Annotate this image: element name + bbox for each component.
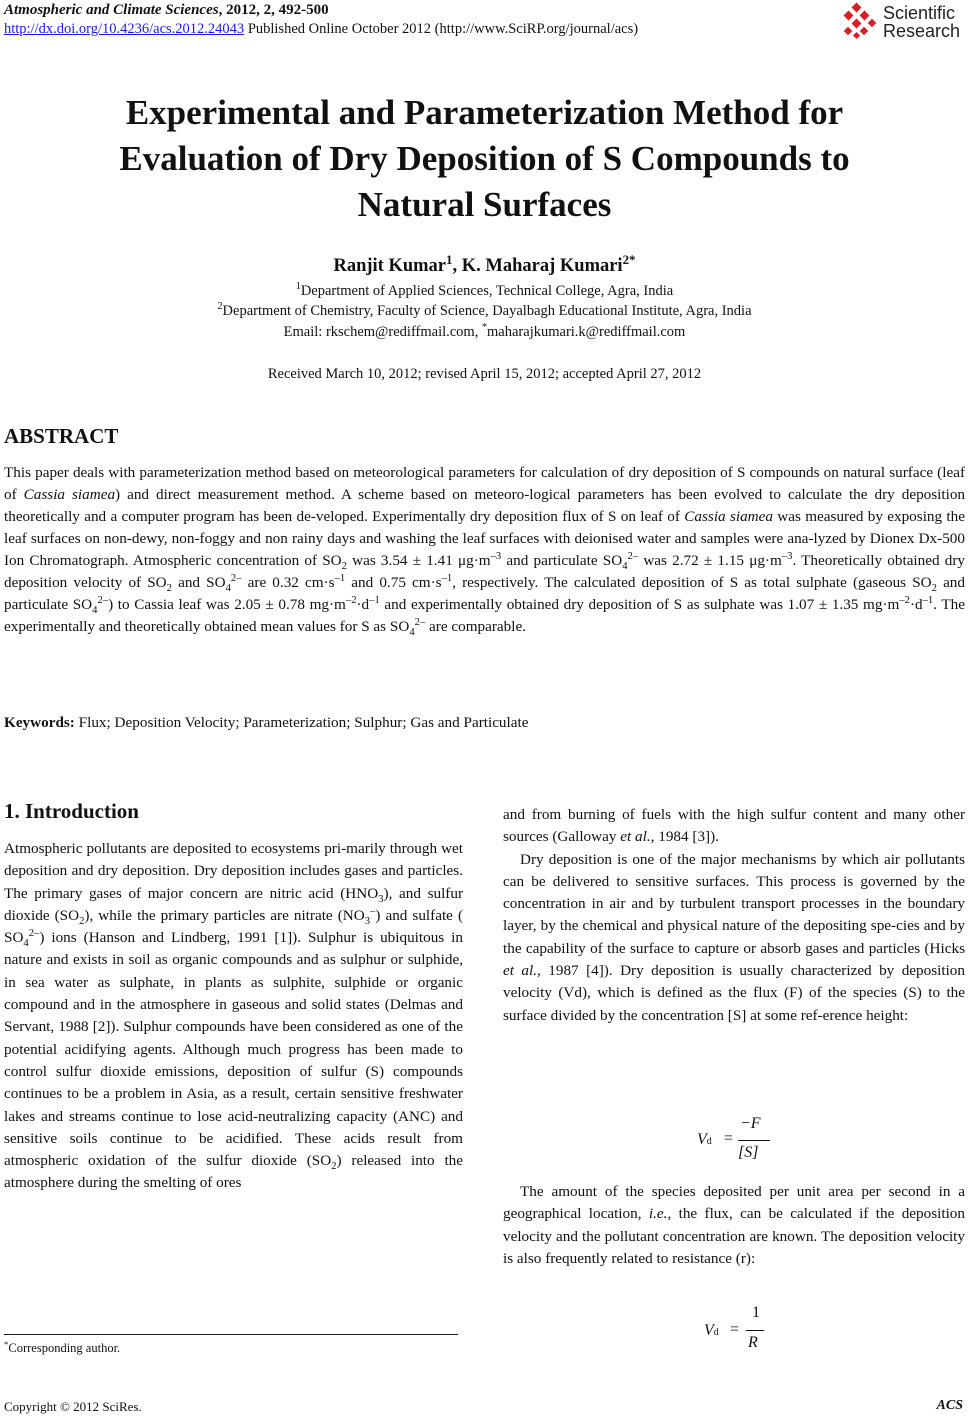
logo-text-line2: Research bbox=[883, 21, 961, 41]
affil-mark: 1 bbox=[295, 281, 301, 293]
logo-text-line1: Scientific bbox=[883, 3, 956, 23]
footnote-rule bbox=[4, 1334, 458, 1335]
author-list bbox=[0, 251, 969, 277]
sulfate-formula: $SO_4^{2-}$ bbox=[4, 928, 40, 950]
footnote: *Corresponding author. bbox=[4, 1338, 121, 1355]
publisher-logo[interactable] bbox=[841, 2, 965, 42]
eq-denominator: [S] bbox=[738, 1144, 759, 1161]
affil-text: Department of Chemistry, Faculty of Science, Dayalbagh Educational Institute, Agra, India bbox=[222, 303, 752, 319]
right-column bbox=[503, 804, 965, 1027]
email-text: Email: rkschem@rediffmail.com, bbox=[283, 324, 482, 340]
title-line-3: Natural Surfaces bbox=[357, 185, 612, 224]
sulfate-formula: $SO_4^{2-}$ bbox=[389, 616, 426, 639]
nitrate-formula: $NO_3^-$ bbox=[342, 905, 376, 927]
email-line bbox=[0, 324, 969, 341]
sulfate-formula: $SO_4^{2-}$ bbox=[206, 572, 242, 595]
affiliation-1 bbox=[0, 283, 969, 300]
journal-abbreviation: ACS bbox=[936, 1398, 963, 1413]
eq-numerator: 1 bbox=[752, 1304, 760, 1321]
keywords-line bbox=[4, 714, 528, 732]
intro-paragraph: The amount of the species deposited per unit area per second in a geographical location, i.e., the flux, can be calculated if the deposition velocity and the pollutant concentration are known. The deposition velocity is also frequently related to resistance (r): bbox=[503, 1183, 965, 1267]
received-dates: Received March 10, 2012; revised April 15, 2012; accepted April 27, 2012 bbox=[267, 366, 702, 382]
scientific-research-logo-icon bbox=[841, 2, 881, 42]
author-separator: , bbox=[452, 256, 462, 276]
eq-numerator: −F bbox=[740, 1115, 761, 1132]
species-name: Cassia siamea bbox=[23, 486, 116, 503]
paper-title bbox=[0, 90, 969, 228]
eq-denominator: R bbox=[748, 1334, 758, 1351]
corresponding-mark: * bbox=[481, 322, 488, 334]
intro-paragraph: Dry deposition is one of the major mechanisms by which air pollutants can be delivered to sensitive surfaces. This process is governed by the concentration in air and by turbulent transport processes in the boundary layer, by the chemical and physical nature of the depositing spe-cies and by the capability of the surface to capture or absorb gases and particles (Hicks et al., 1987 [4]). Dry deposition is usually characterized by deposition velocity (Vd), which is defined as the flux (F) of the species (S) to the surface divided by the concentration [S] at some ref-erence height: bbox=[503, 850, 965, 1024]
eq-equals: = bbox=[724, 1130, 734, 1147]
doi-link[interactable]: http://dx.doi.org/10.4236/acs.2012.24043 bbox=[4, 21, 245, 37]
eq-equals: = bbox=[730, 1321, 740, 1338]
fraction-bar bbox=[746, 1330, 764, 1331]
doi-line bbox=[4, 21, 638, 38]
published-note: Published Online October 2012 (http://www.SciRP.org/journal/acs) bbox=[244, 21, 639, 37]
sulfate-formula: $SO_4^{2-}$ bbox=[72, 594, 109, 617]
intro-paragraph: and from burning of fuels with the high sulfur content and many other sources (Galloway et al., 1984 [3]). bbox=[503, 806, 965, 846]
journal-name: Atmospheric and Climate Sciences bbox=[4, 2, 219, 18]
title-line-2: Evaluation of Dry Deposition of S Compounds to bbox=[119, 139, 850, 178]
keywords-label: Keywords: bbox=[4, 714, 75, 731]
left-column bbox=[4, 838, 463, 1195]
eq-lhs: Vd bbox=[697, 1131, 712, 1148]
email-text: maharajkumari.k@rediffmail.com bbox=[487, 324, 686, 340]
author-affil-mark: 2* bbox=[622, 251, 636, 267]
author-name: Ranjit Kumar bbox=[333, 256, 447, 276]
affil-mark: 2 bbox=[217, 301, 223, 313]
intro-paragraph: Atmospheric pollutants are deposited to ecosystems pri-marily through wet deposition and dry deposition. Dry deposition includes gases and particles. The primary gases of major concern are nitric acid $(HNO_3)$, and sulfur dioxide $(SO_2)$, while the primary particles are nitrate $(NO_3^-)$ and sulfate $(SO_4^{2-})$ ions (Hanson and Lindberg, 1991 [1]). Sulphur is ubiquitous in nature and exists in soil as organic compounds and as sulphur or sulphide, in sea water as sulphate, in plants as sulphite, sulphide or organic compound and in the atmosphere in gaseous and solid states (Delmas and Servant, 1988 [2]). Sulphur compounds have been considered as one of the potential acidifying agents. Although much progress has been made to control sulfur dioxide emissions, deposition of sulfur (S) compounds continues to be a problem in Asia, as a result, certain sensitive freshwater lakes and streams continue to lose acid-neutralizing capacity (ANC) and sensitive soils continue to be acidified. These acids result from atmospheric oxidation of the sulfur dioxide $(SO_2)$ released into the atmosphere during the smelting of ores bbox=[4, 840, 464, 1192]
right-column-lower bbox=[503, 1181, 965, 1270]
abstract-heading: ABSTRACT bbox=[4, 424, 119, 448]
fraction-bar bbox=[738, 1140, 770, 1141]
affil-text: Department of Applied Sciences, Technical College, Agra, India bbox=[300, 283, 674, 299]
section-heading-introduction: 1. Introduction bbox=[4, 799, 139, 823]
sulfate-formula: $SO_4^{2-}$ bbox=[602, 550, 639, 573]
author-name: K. Maharaj Kumari bbox=[461, 256, 623, 276]
keywords-text: Flux; Deposition Velocity; Parameterization; Sulphur; Gas and Particulate bbox=[74, 714, 529, 731]
journal-citation bbox=[4, 2, 329, 19]
affiliation-2 bbox=[0, 303, 969, 320]
abstract-body: This paper deals with parameterization method based on meteorological parameters for calculation of dry deposition of S compounds on natural surface (leaf of Cassia siamea) and direct measurement method. A scheme based on meteoro-logical parameters has been evolved to calculate the dry deposition theoretically and a computer program has been de-veloped. Experimentally dry deposition flux of S on leaf of Cassia siamea was measured by exposing the leaf surfaces on non-dewy, non-foggy and non rainy days and washing the leaf surfaces with deionised water and samples were ana-lyzed by Dionex Dx-500 Ion Chromatograph. Atmospheric concentration of $SO_2$ was 3.54 ± 1.41 $\mu g\cdot m^{-3}$ and particulate $SO_4^{2-}$ was 2.72 ± 1.15 $\mu g\cdot m^{-3}$. Theoretically obtained dry deposition velocity of $SO_2$ and $SO_4^{2-}$ are 0.32 $cm\cdot s^{-1}$ and 0.75 $cm\cdot s^{-1}$, respectively. The calculated deposition of S as total sulphate (gaseous $SO_2$ and particulate $SO_4^{2-}$) to Cassia leaf was 2.05 ± 0.78 $mg\cdot m^{-2}\cdot d^{-1}$ and experimentally obtained dry deposition of S as sulphate was 1.07 ± 1.35 $mg\cdot m^{-2}\cdot d^{-1}$. The experimentally and theoretically obtained mean values for S as $SO_4^{2-}$ are comparable. bbox=[4, 464, 966, 639]
author-affil-mark: 1 bbox=[446, 251, 453, 267]
title-line-1: Experimental and Parameterization Method for bbox=[125, 93, 844, 132]
copyright: Copyright © 2012 SciRes. bbox=[4, 1399, 142, 1414]
eq-lhs: Vd bbox=[704, 1322, 719, 1339]
species-name: Cassia siamea bbox=[684, 508, 773, 525]
journal-volume: , 2012, 2, 492-500 bbox=[218, 2, 329, 18]
